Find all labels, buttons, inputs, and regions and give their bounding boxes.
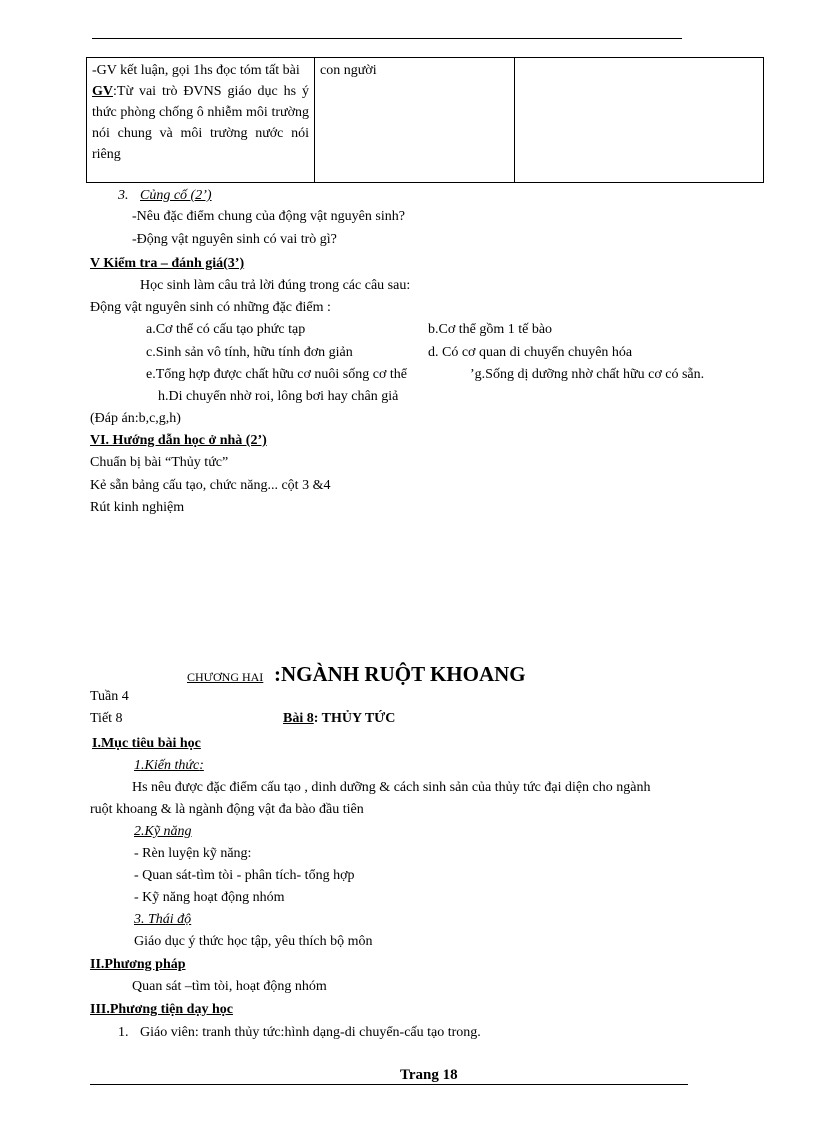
table-cell-notes xyxy=(515,58,764,183)
materials-item-text: Giáo viên: tranh thủy tức:hình dạng-di chuyển-cấu tạo trong. xyxy=(140,1025,481,1040)
table-row xyxy=(87,58,764,183)
page-number: Trang 18 xyxy=(400,1067,458,1083)
table-conclusion-text: -GV kết luận, gọi 1hs đọc tóm tất bài xyxy=(92,63,300,78)
table-cell-activity xyxy=(87,58,315,183)
option-b: b.Cơ thể gồm 1 tế bào xyxy=(428,322,553,337)
kiem-tra-heading: V Kiểm tra – đánh giá(3’) xyxy=(90,256,245,271)
huong-dan-line-1: Chuẩn bị bài “Thủy tức” xyxy=(90,455,229,470)
attitude-title: 3. Thái độ xyxy=(134,912,192,927)
cung-co-question-2: -Động vật nguyên sinh có vai trò gì? xyxy=(132,232,337,247)
skill-item-2: - Quan sát-tìm tòi - phân tích- tổng hợp xyxy=(134,868,355,883)
cung-co-question-1: -Nêu đặc điểm chung của động vật nguyên sinh? xyxy=(132,209,405,224)
header-rule xyxy=(92,38,682,39)
materials-item-number: 1. xyxy=(118,1025,129,1040)
skill-item-3: - Kỹ năng hoạt động nhóm xyxy=(134,890,285,905)
cung-co-number: 3. xyxy=(118,188,129,203)
chapter-label: CHƯƠNG HAI xyxy=(187,670,264,684)
knowledge-line-2: ruột khoang & là ngành động vật đa bào đầu tiên xyxy=(90,802,364,817)
option-c: c.Sinh sản vô tính, hữu tính đơn giản xyxy=(146,345,353,360)
method-text: Quan sát –tìm tòi, hoạt động nhóm xyxy=(132,979,327,994)
materials-heading: III.Phương tiện dạy học xyxy=(90,1002,233,1017)
huong-dan-heading: VI. Hướng dẫn học ở nhà (2’) xyxy=(90,433,267,448)
option-g: ’g.Sống dị dưỡng nhờ chất hữu cơ có sẵn. xyxy=(470,367,705,382)
lesson-name: : THỦY TỨC xyxy=(313,711,396,726)
table-content-text: con người xyxy=(320,63,377,78)
period-label: Tiết 8 xyxy=(90,711,123,726)
knowledge-title: 1.Kiến thức: xyxy=(134,758,204,773)
attitude-text: Giáo dục ý thức học tập, yêu thích bộ môn xyxy=(134,934,373,949)
cung-co-title: Củng cố (2’) xyxy=(140,188,212,203)
table-gv-label: GV xyxy=(92,84,113,99)
lesson-number: Bài 8 xyxy=(283,711,314,726)
week-label: Tuần 4 xyxy=(90,689,129,704)
huong-dan-line-3: Rút kinh nghiệm xyxy=(90,500,185,515)
lesson-table xyxy=(86,57,764,183)
option-d: d. Có cơ quan di chuyển chuyên hóa xyxy=(428,345,633,360)
knowledge-title-text: 1.Kiến thức xyxy=(134,758,200,773)
method-heading: II.Phương pháp xyxy=(90,957,186,972)
lesson-title xyxy=(283,711,395,728)
option-a: a.Cơ thể có cấu tạo phức tạp xyxy=(146,322,306,337)
kiem-tra-instruction: Học sinh làm câu trả lời đúng trong các câu sau: xyxy=(140,278,411,293)
skill-item-1: - Rèn luyện kỹ năng: xyxy=(134,846,252,861)
option-h: h.Di chuyển nhờ roi, lông bơi hay chân giả xyxy=(158,389,399,404)
option-e: e.Tổng hợp được chất hữu cơ nuôi sống cơ thể xyxy=(146,367,407,382)
objectives-heading: I.Mục tiêu bài học xyxy=(92,736,201,751)
kiem-tra-stem: Động vật nguyên sinh có những đặc điểm : xyxy=(90,300,331,315)
huong-dan-line-2: Kẻ sẵn bảng cấu tạo, chức năng... cột 3 &4 xyxy=(90,478,331,493)
table-gv-text: :Từ vai trò ĐVNS giáo dục hs ý thức phòng chống ô nhiễm môi trường nói chung và môi trường nước nói riêng xyxy=(92,84,309,162)
chapter-title: :NGÀNH RUỘT KHOANG xyxy=(274,662,526,686)
knowledge-line-1: Hs nêu được đặc điểm cấu tạo , dinh dưỡng & cách sinh sản của thủy tức đại diện cho ngành xyxy=(132,780,651,795)
footer-rule xyxy=(90,1084,688,1085)
table-cell-content xyxy=(315,58,515,183)
answer-key: (Đáp án:b,c,g,h) xyxy=(90,411,181,426)
skills-title: 2.Kỹ năng xyxy=(134,824,192,839)
